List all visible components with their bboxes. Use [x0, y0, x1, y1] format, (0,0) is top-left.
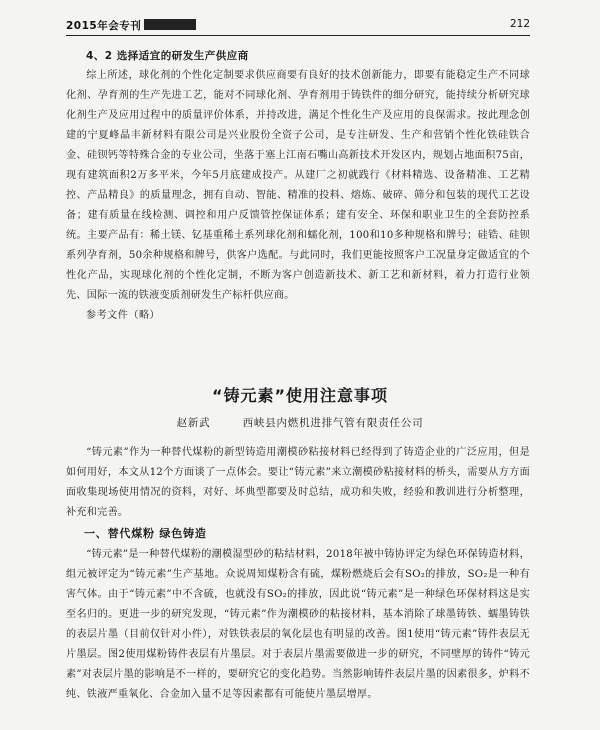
page-number: 212 [509, 18, 530, 30]
byline [0, 415, 600, 430]
author-name: 赵新武 [176, 417, 211, 429]
author-affiliation: 西峡县内燃机进排气管有限责任公司 [242, 417, 424, 429]
article-body [66, 443, 530, 705]
section-4-paragraph: 综上所述，球化剂的个性化定制要求供应商要有良好的技术创新能力，即要有能稳定生产不同球化剂、孕育剂的生产先进工艺，能对不同球化剂、孕育剂用于铸铁件的细分研究，能持续分析研究球化剂生产及应用过程中的质量评价体系，并持改进，满足个性化生产及应用的良保需求。按此理念创建的宁夏峰晶丰新材料有限公司是兴业股份全资子公司，是专注研发、生产和营销个性化铁硅铁合金、硅钡钙等特殊合金的专业公司，坐落于塞上江南石嘴山高新技术开发区内，规划占地面积75亩，现有建筑面积2万多平米，今年5月底建成投产。从建厂之初就践行《材料精选、设备精准、工艺精控、产品精良》的质量理念，拥有自动、智能、精准的投料、熔炼、破碎、筛分和包装的现代工艺设备；建有质量在线检测、调控和用户反馈管控保证体系；建有安全、环保和职业卫生的全套防控系统。主要产品有：稀土镁、钇基重稀土系列球化剂和蠕化剂，100和10多种规格和牌号；硅锆、硅钡系列孕育剂，50余种规格和牌号，供客户选配。与此同时，我们更能按照客户工况量身定做适宜的个性化产品，实现球化剂的个性化定制，不断为客户创造新技术、新工艺和新材料，着力打造行业领先、国际一流的铁液变质剂研发生产标杆供应商。 [66, 70, 530, 301]
section-4 [66, 48, 530, 321]
running-header [66, 17, 530, 37]
journal-name: 2015年会专刊 [66, 20, 142, 32]
header-bar [144, 19, 196, 30]
section-4-heading: 4、2 选择适宜的研发生产供应商 [86, 50, 249, 62]
article-title-text: 铸元素”使用注意事项 [223, 386, 389, 405]
journal-label [66, 18, 196, 33]
section-1-heading: 一、替代煤粉 绿色铸造 [84, 527, 207, 540]
article-title: “铸元素”使用注意事项 [211, 386, 389, 405]
header-rule [66, 35, 530, 36]
section-1-paragraph: “铸元素”是一种替代煤粉的潮模湿型砂的粘结材料，2018年被中铸协评定为绿色环保铸造材料，组元被评定为“铸元素”生产基地。众说周知煤粉含有硫，煤粉燃烧后会有SO₂的排放，SO₂是一种有害气体。由于“铸元素”中不含硫，也就没有SO₂的排放，因此说“铸元素”是一种绿色环保材料这是实至名归的。更进一步的研究发现，“铸元素”作为潮模砂的粘接材料，基本消除了球墨铸铁、蠕墨铸铁的表层片墨（目前仅针对小件），对铁铁表层的氧化层也有明显的改善。图1使用“铸元素”铸件表层无片墨层。图2使用煤粉铸件表层有片墨层。对于表层片墨需要做进一步的研究，不同壁厚的铸件“铸元素”对表层片墨的影响是不一样的，要研究它的变化趋势。当然影响铸件表层片墨的因素很多，炉料不纯、铁液严重氧化、合金加入量不足等因素都有可能使片墨层增厚。 [66, 549, 530, 700]
intro-paragraph: “铸元素”作为一种替代煤粉的新型铸造用潮模砂粘接材料已经得到了铸造企业的广泛应用，但是如何用好，本文从12个方面谈了一点体会。要让“铸元素”来立潮模砂粘接材料的桥头，需要从方方面面收集现场使用情况的资料，对好、坏典型都要及时总结，成功和失败，经验和教训进行分析整理，补充和完善。 [66, 447, 530, 518]
references-note: 参考文件（略） [86, 310, 161, 321]
